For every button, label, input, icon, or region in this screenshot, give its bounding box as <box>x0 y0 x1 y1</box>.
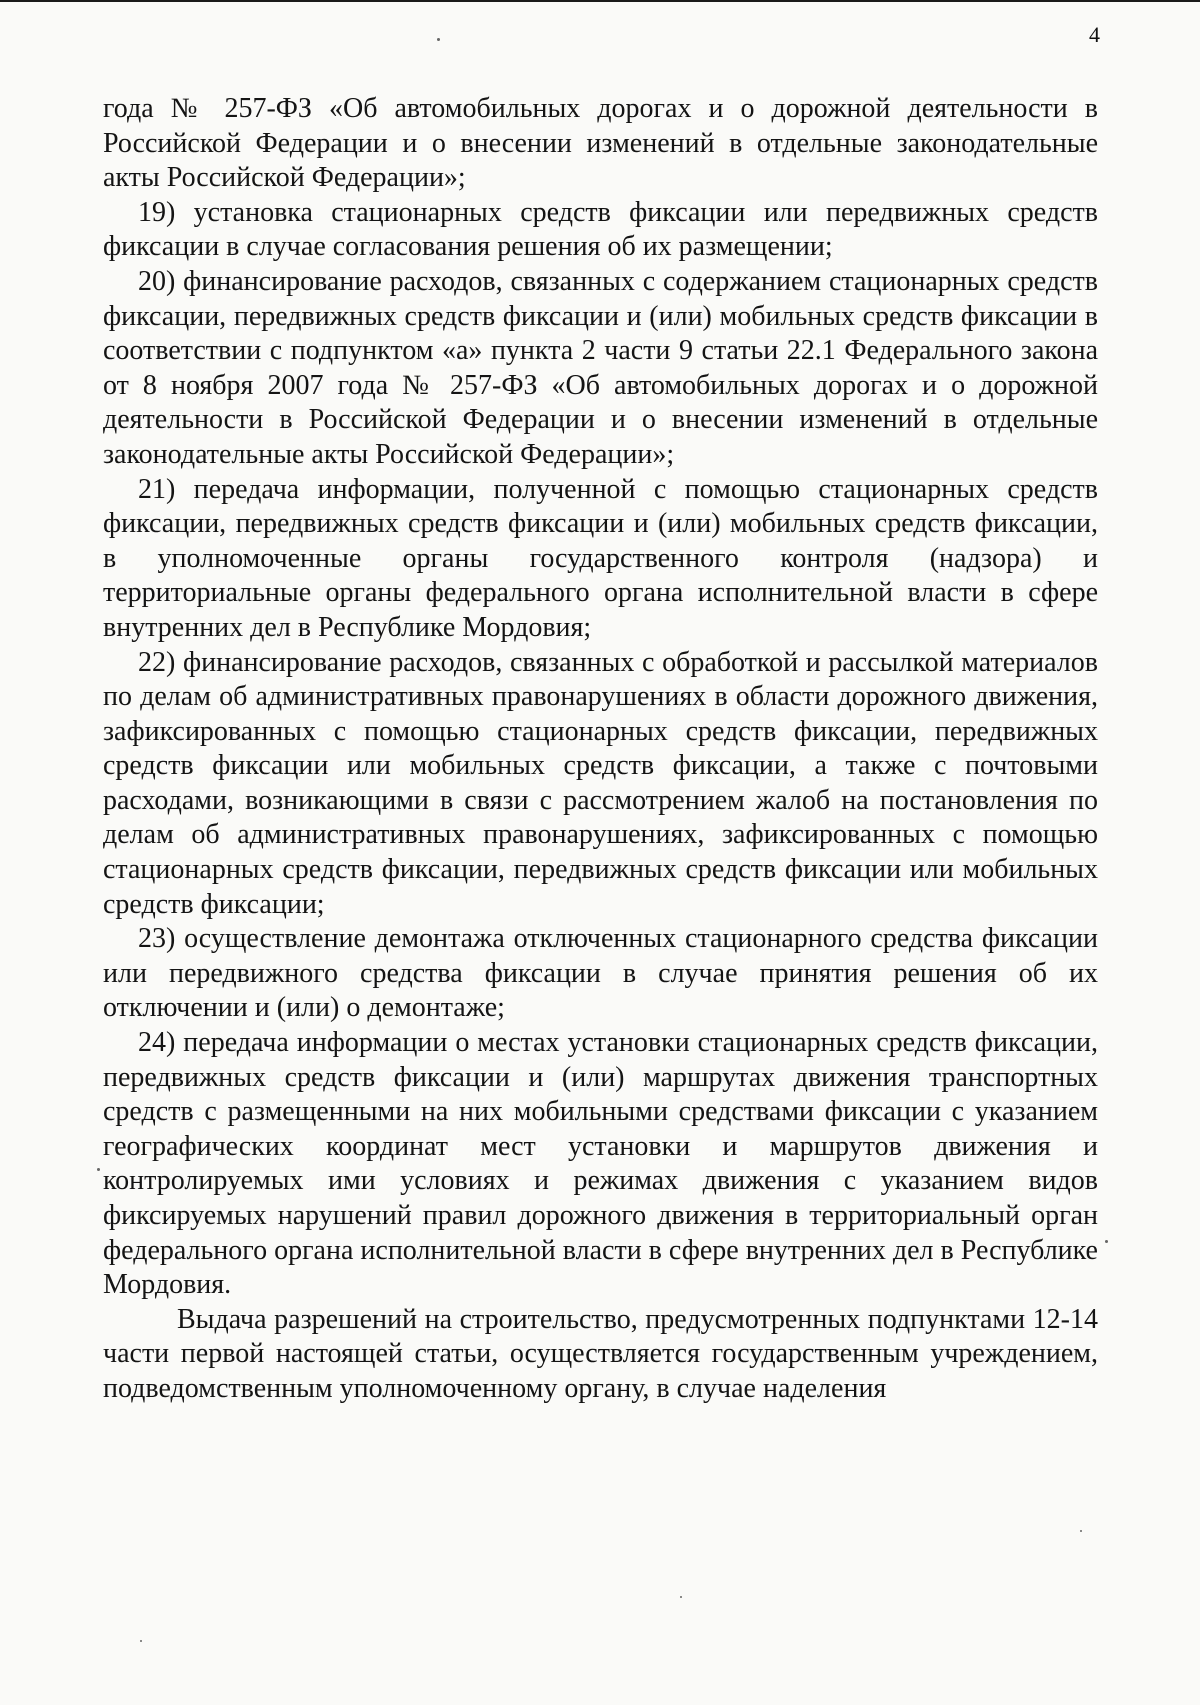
paragraph-item-19: 19) установка стационарных средств фиксации или передвижных средств фиксации в случае согласования решения об их размещении; <box>103 196 1098 263</box>
scan-speck <box>1105 1240 1108 1243</box>
paragraph-item-22: 22) финансирование расходов, связанных с обработкой и рассылкой материалов по делам об административных правонарушениях в области дорожного движения, зафиксированных с помощью стационарных средств фиксации, передвижных средств фиксации или мобильных средств фиксации, а также с почтовыми расходами, возникающими в связи с рассмотрением жалоб на постановления по делам об административных правонарушениях, зафиксированных с помощью стационарных средств фиксации, передвижных средств фиксации или мобильных средств фиксации; <box>103 646 1098 920</box>
paragraph-permits: Выдача разрешений на строительство, предусмотренных подпунктами 12-14 части первой настоящей статьи, осуществляется государственным учреждением, подведомственным уполномоченному органу, в случае наделения <box>103 1303 1098 1404</box>
paragraph-item-21: 21) передача информации, полученной с помощью стационарных средств фиксации, передвижных средств фиксации и (или) мобильных средств фиксации, в уполномоченные органы государственного контроля (надзора) и территориальные органы федерального органа исполнительной власти в сфере внутренних дел в Республике Мордовия; <box>103 473 1098 643</box>
paragraph-item-24: 24) передача информации о местах установки стационарных средств фиксации, передвижных средств фиксации и (или) маршрутах движения транспортных средств с размещенными на них мобильными средствами фиксации с указанием географических координат мест установки и маршрутов движения и контролируемых ими условиях и режимах движения с указанием видов фиксируемых нарушений правил дорожного движения в территориальный орган федерального органа исполнительной власти в сфере внутренних дел в Республике Мордовия. <box>103 1027 1098 1301</box>
scan-speck <box>437 38 440 41</box>
paragraph-item-23: 23) осуществление демонтажа отключенных стационарного средства фиксации или передвижного средства фиксации в случае принятия решения об их отключении и (или) о демонтаже; <box>103 923 1098 1024</box>
paragraph-item-20: 20) финансирование расходов, связанных с содержанием стационарных средств фиксации, передвижных средств фиксации и (или) мобильных средств фиксации в соответствии с подпунктом «а» пункта 2 части 9 статьи 22.1 Федерального закона от 8 ноября 2007 года № 257-ФЗ «Об автомобильных дорогах и о дорожной деятельности в Российской Федерации и о внесении изменений в отдельные законодательные акты Российской Федерации»; <box>103 265 1098 470</box>
paragraph-continuation: года № 257-ФЗ «Об автомобильных дорогах и о дорожной деятельности в Российской Федерации и о внесении изменений в отдельные законодательные акты Российской Федерации»; <box>103 93 1098 194</box>
page-number: 4 <box>1089 22 1100 47</box>
document-body <box>103 92 1098 1407</box>
scan-speck <box>1080 1530 1082 1532</box>
scan-top-edge <box>0 0 1200 2</box>
scan-speck <box>680 1596 682 1598</box>
scan-speck <box>97 1168 100 1171</box>
scan-speck <box>140 1640 142 1642</box>
